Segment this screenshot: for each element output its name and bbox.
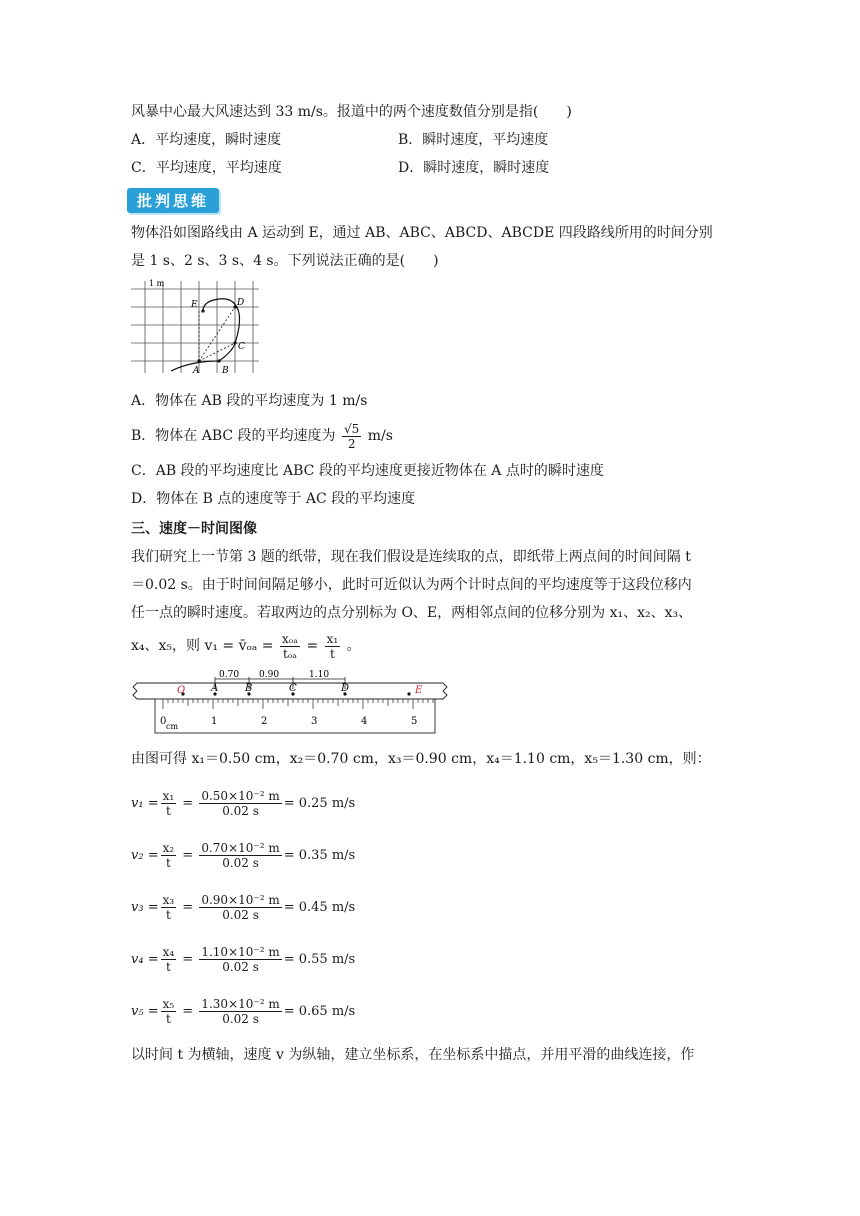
eq-fraction-numeric <box>199 841 281 870</box>
ruler-tick-2: 2 <box>261 716 268 727</box>
grid-path-figure <box>131 277 741 381</box>
grid-point-c: C <box>238 342 245 352</box>
tape-dim-1: 0.70 <box>219 670 240 680</box>
eq-result: = 0.55 m/s <box>283 951 356 967</box>
frac-denominator: 0.02 s <box>222 855 259 870</box>
q1-options-row-2 <box>131 156 741 180</box>
eq-fraction-symbolic <box>161 997 177 1026</box>
grid-path-diagram <box>131 277 263 377</box>
section-heading: 三、速度－时间图像 <box>131 521 257 537</box>
equation-row <box>131 991 741 1031</box>
ruler-tick-4: 4 <box>361 716 368 727</box>
eq-fraction-numeric <box>199 789 281 818</box>
eq-equals: = <box>178 899 198 915</box>
tape-point-e: E <box>415 685 423 696</box>
frac-denominator: 0.02 s <box>222 1011 259 1026</box>
frac-denominator: t <box>165 855 171 870</box>
p4-fraction-1 <box>280 632 300 661</box>
frac-numerator: √5 <box>344 421 360 436</box>
q1-option-a: A．平均速度，瞬时速度 <box>131 132 282 148</box>
frac-denominator: 0.02 s <box>222 803 259 818</box>
frac-numerator: x₄ <box>162 944 175 959</box>
eq-lhs: v₅ = <box>131 1003 159 1019</box>
paragraph-line-2: ＝0.02 s。由于时间间隔足够小，此时可近似认为两个计时点间的平均速度等于这段位移内 <box>131 577 692 593</box>
q2-option-c: C．AB 段的平均速度比 ABC 段的平均速度更接近物体在 A 点时的瞬时速度 <box>131 463 604 479</box>
eq-lhs: v₃ = <box>131 899 159 915</box>
frac-numerator: 0.70×10⁻² m <box>201 840 280 855</box>
p4-fraction-2 <box>325 632 341 661</box>
eq-result: = 0.45 m/s <box>283 899 356 915</box>
eq-lhs: v₁ = <box>131 795 159 811</box>
ruler-tick-3: 3 <box>311 716 318 727</box>
paragraph-line-4 <box>131 629 741 663</box>
frac-numerator: 1.10×10⁻² m <box>201 944 280 959</box>
equation-row <box>131 939 741 979</box>
q2-text-2: 是 1 s、2 s、3 s、4 s。下列说法正确的是( ) <box>131 253 439 269</box>
q2-option-b-fraction <box>342 422 361 451</box>
q2-option-d: D．物体在 B 点的速度等于 AC 段的平均速度 <box>131 491 416 507</box>
frac-numerator: 1.30×10⁻² m <box>201 996 280 1011</box>
eq-fraction-symbolic <box>161 945 177 974</box>
q2-option-b-text: B．物体在 ABC 段的平均速度为 <box>131 428 336 444</box>
frac-numerator: x₃ <box>162 892 175 907</box>
tape-point-a: A <box>211 683 219 694</box>
frac-denominator: 0.02 s <box>222 907 259 922</box>
frac-numerator: x₁ <box>326 631 339 646</box>
eq-result: = 0.25 m/s <box>283 795 356 811</box>
equation-row <box>131 887 741 927</box>
grid-point-e: E <box>191 300 198 310</box>
tape-point-o: O <box>177 685 186 696</box>
eq-fraction-symbolic <box>161 789 177 818</box>
q2-option-b-row <box>131 417 741 455</box>
p4-end: 。 <box>346 638 361 654</box>
p4-equals: = <box>306 638 319 654</box>
eq-fraction-symbolic <box>161 841 177 870</box>
tape-dim-3: 1.10 <box>309 670 330 680</box>
frac-numerator: x₂ <box>162 840 175 855</box>
grid-point-b: B <box>222 366 229 376</box>
ruler-tick-1: 1 <box>211 716 218 727</box>
q1-option-c: C．平均速度，平均速度 <box>131 160 282 176</box>
q1-option-d: D．瞬时速度，瞬时速度 <box>398 160 550 176</box>
ruler-tick-5: 5 <box>411 716 418 727</box>
intro-text: 风暴中心最大风速达到 33 m/s。报道中的两个速度数值分别是指( ) <box>131 104 572 120</box>
eq-equals: = <box>178 951 198 967</box>
final-paragraph-line: 以时间 t 为横轴，速度 v 为纵轴，建立坐标系，在坐标系中描点，并用平滑的曲线连接，作 <box>131 1047 695 1063</box>
eq-result: = 0.35 m/s <box>283 847 356 863</box>
equation-row <box>131 835 741 875</box>
equation-list <box>131 783 741 1031</box>
eq-equals: = <box>178 795 198 811</box>
eq-equals: = <box>178 1003 198 1019</box>
frac-denominator: t <box>165 1011 171 1026</box>
paragraph-line-3: 任一点的瞬时速度。若取两边的点分别标为 O、E，两相邻点间的位移分别为 x₁、x₂、x₃、 <box>131 605 693 621</box>
grid-point-d: D <box>237 298 245 308</box>
eq-equals: = <box>178 847 198 863</box>
eq-lhs: v₄ = <box>131 951 159 967</box>
eq-fraction-symbolic <box>161 893 177 922</box>
tape-point-b: B <box>245 683 253 694</box>
q2-option-b-unit: m/s <box>367 428 393 444</box>
ruler-tick-0: 0 <box>160 716 167 727</box>
equation-row <box>131 783 741 823</box>
measurement-text: 由图可得 x₁＝0.50 cm，x₂＝0.70 cm，x₃＝0.90 cm，x₄＝1.10 cm，x₅＝1.30 cm，则： <box>131 751 711 767</box>
q1-options-row-1 <box>131 128 741 152</box>
eq-result: = 0.65 m/s <box>283 1003 356 1019</box>
grid-scale-label: 1 m <box>149 279 165 288</box>
p4-prefix: x₄、x₅，则 v₁ = v̄ₒₐ = <box>131 638 274 654</box>
frac-numerator: x₁ <box>162 788 175 803</box>
frac-denominator: t <box>165 907 171 922</box>
tape-ruler-diagram <box>131 667 451 735</box>
critical-thinking-badge: 批判思维 <box>127 188 219 213</box>
frac-denominator: 2 <box>347 436 356 451</box>
frac-denominator: 0.02 s <box>222 959 259 974</box>
q2-option-a: A．物体在 AB 段的平均速度为 1 m/s <box>131 393 368 409</box>
frac-denominator: t <box>165 959 171 974</box>
document-page <box>131 96 741 1071</box>
eq-fraction-numeric <box>199 997 281 1026</box>
grid-point-a: A <box>193 366 200 376</box>
ruler-unit: cm <box>166 722 179 731</box>
frac-denominator: t <box>165 803 171 818</box>
eq-fraction-numeric <box>199 893 281 922</box>
frac-numerator: xₒₐ <box>281 631 298 646</box>
tape-ruler-figure <box>131 667 741 739</box>
frac-numerator: 0.90×10⁻² m <box>201 892 280 907</box>
tape-dim-2: 0.90 <box>259 670 280 680</box>
frac-numerator: 0.50×10⁻² m <box>201 788 280 803</box>
q2-text-1: 物体沿如图路线由 A 运动到 E，通过 AB、ABC、ABCD、ABCDE 四段路线所用的时间分别 <box>131 225 713 241</box>
eq-lhs: v₂ = <box>131 847 159 863</box>
paragraph-line-1: 我们研究上一节第 3 题的纸带，现在我们假设是连续取的点，即纸带上两点间的时间间隔 t <box>131 549 691 565</box>
tape-point-d: D <box>341 683 350 694</box>
q1-option-b: B．瞬时速度，平均速度 <box>398 132 549 148</box>
frac-denominator: t <box>330 646 335 661</box>
frac-numerator: x₅ <box>162 996 175 1011</box>
eq-fraction-numeric <box>199 945 281 974</box>
frac-denominator: tₒₐ <box>282 646 298 661</box>
tape-point-c: C <box>289 683 297 694</box>
